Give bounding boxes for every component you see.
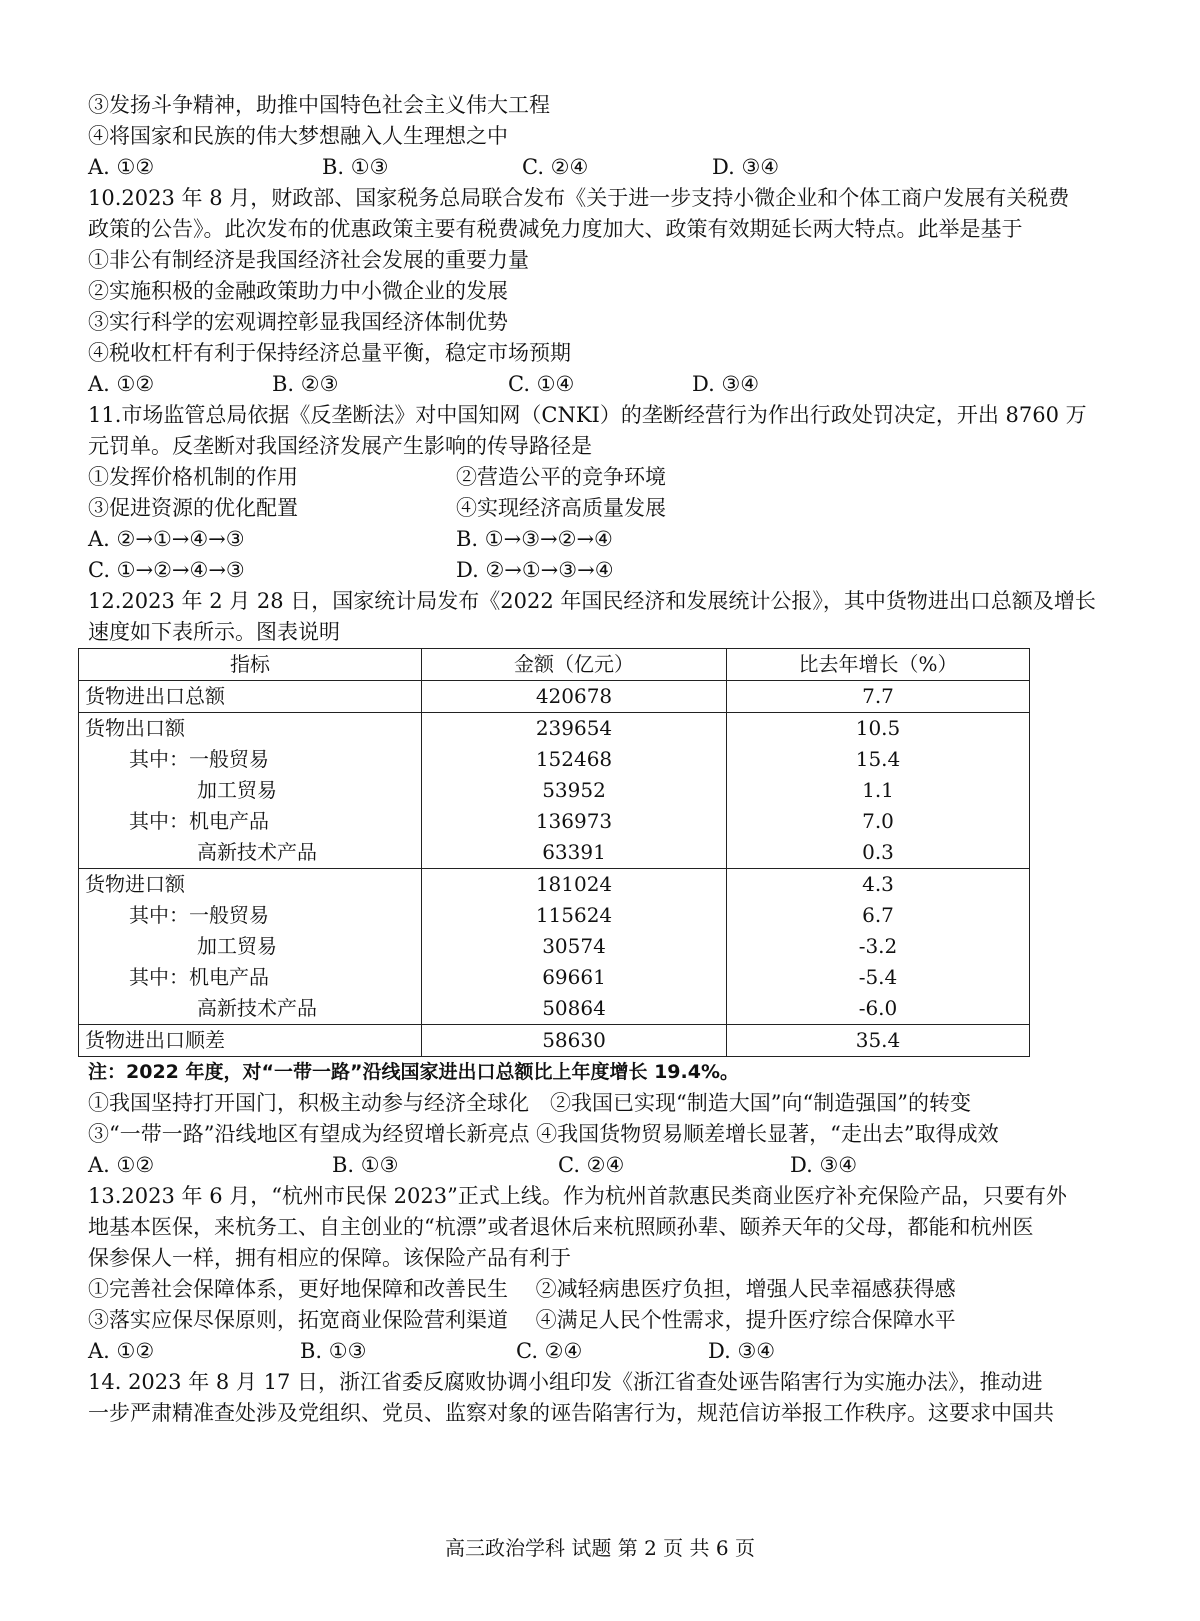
amount-cell: 30574 (422, 931, 727, 962)
table-row (79, 993, 1030, 1025)
q13-stem-line: 保参保人一样，拥有相应的保障。该保险产品有利于 (88, 1246, 571, 1270)
q10-stem-line: 10.2023 年 8 月，财政部、国家税务总局联合发布《关于进一步支持小微企业和个体工商户发展有关税费 (88, 186, 1070, 210)
trade-statistics-table (78, 648, 1030, 1057)
growth-cell: -6.0 (727, 993, 1030, 1025)
amount-cell: 181024 (422, 869, 727, 901)
amount-cell: 420678 (422, 681, 727, 713)
q10-item: ③实行科学的宏观调控彰显我国经济体制优势 (88, 310, 508, 334)
indicator-cell: 其中：一般贸易 (79, 744, 422, 775)
q13-option-c: C. ②④ (516, 1339, 583, 1363)
table-row (79, 1025, 1030, 1057)
q10-option-b: B. ②③ (272, 372, 339, 396)
growth-cell: -5.4 (727, 962, 1030, 993)
amount-cell: 115624 (422, 900, 727, 931)
q12-option-b: B. ①③ (332, 1153, 399, 1177)
amount-cell: 239654 (422, 713, 727, 745)
q12-option-c: C. ②④ (558, 1153, 625, 1177)
table-row (79, 900, 1030, 931)
amount-cell: 53952 (422, 775, 727, 806)
q11-options-row (88, 524, 1118, 555)
indicator-cell: 货物进出口顺差 (79, 1025, 422, 1057)
q13-option-d: D. ③④ (708, 1339, 776, 1363)
q12-stem-line: 12.2023 年 2 月 28 日，国家统计局发布《2022 年国民经济和发展统计公报》，其中货物进出口总额及增长 (88, 589, 1096, 613)
q13-item-row: ①完善社会保障体系，更好地保障和改善民生 ②减轻病患医疗负担，增强人民幸福感获得感 (88, 1277, 956, 1301)
q11-stem-line: 元罚单。反垄断对我国经济发展产生影响的传导路径是 (88, 434, 592, 458)
q12-option-a: A. ①② (88, 1153, 155, 1177)
q13-item-row: ③落实应保尽保原则，拓宽商业保险营利渠道 ④满足人民个性需求，提升医疗综合保障水平 (88, 1308, 956, 1332)
q14-stem-line: 一步严肃精准查处涉及党组织、党员、监察对象的诬告陷害行为，规范信访举报工作秩序。这要求中国共 (88, 1401, 1054, 1425)
q10-item: ④税收杠杆有利于保持经济总量平衡，稳定市场预期 (88, 341, 571, 365)
q10-option-d: D. ③④ (692, 372, 760, 396)
q11-item: ②营造公平的竞争环境 (456, 465, 666, 489)
q10-options (88, 369, 1118, 400)
amount-cell: 50864 (422, 993, 727, 1025)
q9-item-3: ③发扬斗争精神，助推中国特色社会主义伟大工程 (88, 93, 550, 117)
table-note: 注：2022 年度，对“一带一路”沿线国家进出口总额比上年度增长 19.4%。 (88, 1061, 740, 1083)
q9-options (88, 152, 1118, 183)
indicator-cell: 其中：机电产品 (79, 962, 422, 993)
table-header: 比去年增长（%） (727, 649, 1030, 681)
q11-item: ④实现经济高质量发展 (456, 496, 666, 520)
q12-item-row: ①我国坚持打开国门，积极主动参与经济全球化 ②我国已实现“制造大国”向“制造强国”的转变 (88, 1091, 971, 1115)
q9-option-c: C. ②④ (522, 155, 589, 179)
indicator-cell: 其中：机电产品 (79, 806, 422, 837)
q12-option-d: D. ③④ (790, 1153, 858, 1177)
table-header: 金额（亿元） (422, 649, 727, 681)
q10-stem-line: 政策的公告》。此次发布的优惠政策主要有税费减免力度加大、政策有效期延长两大特点。此举是基于 (88, 217, 1023, 241)
q9-option-b: B. ①③ (322, 155, 389, 179)
q12-item-row: ③“一带一路”沿线地区有望成为经贸增长新亮点 ④我国货物贸易顺差增长显著，“走出去”取得成效 (88, 1122, 999, 1146)
table-row (79, 681, 1030, 713)
q10-item: ②实施积极的金融政策助力中小微企业的发展 (88, 279, 508, 303)
growth-cell: 7.7 (727, 681, 1030, 713)
indicator-cell: 货物出口额 (79, 713, 422, 745)
indicator-cell: 货物进出口总额 (79, 681, 422, 713)
growth-cell: 7.0 (727, 806, 1030, 837)
q9-item-4: ④将国家和民族的伟大梦想融入人生理想之中 (88, 124, 508, 148)
q12-stem-line: 速度如下表所示。图表说明 (88, 620, 340, 644)
growth-cell: 0.3 (727, 837, 1030, 869)
table-header: 指标 (79, 649, 422, 681)
table-row (79, 775, 1030, 806)
q13-option-a: A. ①② (88, 1339, 155, 1363)
q11-option-b: B. ①→③→②→④ (456, 527, 613, 551)
growth-cell: 1.1 (727, 775, 1030, 806)
q11-option-d: D. ②→①→③→④ (456, 558, 614, 582)
amount-cell: 152468 (422, 744, 727, 775)
q11-option-c: C. ①→②→④→③ (88, 558, 245, 582)
indicator-cell: 高新技术产品 (79, 993, 422, 1025)
indicator-cell: 加工贸易 (79, 931, 422, 962)
table-row (79, 744, 1030, 775)
q10-item: ①非公有制经济是我国经济社会发展的重要力量 (88, 248, 529, 272)
table-row (79, 931, 1030, 962)
growth-cell: 10.5 (727, 713, 1030, 745)
q13-option-b: B. ①③ (300, 1339, 367, 1363)
q11-option-a: A. ②→①→④→③ (88, 527, 245, 551)
growth-cell: 6.7 (727, 900, 1030, 931)
q11-items-row (88, 493, 1118, 524)
q11-item: ③促进资源的优化配置 (88, 496, 298, 520)
q14-stem-line: 14. 2023 年 8 月 17 日，浙江省委反腐败协调小组印发《浙江省查处诬告陷害行为实施办法》，推动进 (88, 1370, 1043, 1394)
indicator-cell: 高新技术产品 (79, 837, 422, 869)
growth-cell: 15.4 (727, 744, 1030, 775)
q11-items-row (88, 462, 1118, 493)
q13-stem-line: 13.2023 年 6 月，“杭州市民保 2023”正式上线。作为杭州首款惠民类商业医疗补充保险产品，只要有外 (88, 1184, 1067, 1208)
amount-cell: 136973 (422, 806, 727, 837)
table-row (79, 869, 1030, 901)
q10-option-c: C. ①④ (508, 372, 575, 396)
growth-cell: -3.2 (727, 931, 1030, 962)
indicator-cell: 货物进口额 (79, 869, 422, 901)
exam-page (85, 90, 1118, 1429)
table-row (79, 713, 1030, 745)
growth-cell: 35.4 (727, 1025, 1030, 1057)
indicator-cell: 其中：一般贸易 (79, 900, 422, 931)
amount-cell: 58630 (422, 1025, 727, 1057)
q10-option-a: A. ①② (88, 372, 155, 396)
growth-cell: 4.3 (727, 869, 1030, 901)
q9-option-d: D. ③④ (712, 155, 780, 179)
q11-stem-line: 11.市场监管总局依据《反垄断法》对中国知网（CNKI）的垄断经营行为作出行政处罚决定，开出 8760 万 (88, 403, 1087, 427)
q12-options (88, 1150, 1118, 1181)
q11-options-row (88, 555, 1118, 586)
table-row (79, 962, 1030, 993)
q11-item: ①发挥价格机制的作用 (88, 465, 298, 489)
table-row (79, 806, 1030, 837)
page-footer: 高三政治学科 试题 第 2 页 共 6 页 (445, 1536, 755, 1560)
table-body (79, 681, 1030, 1057)
q9-option-a: A. ①② (88, 155, 155, 179)
indicator-cell: 加工贸易 (79, 775, 422, 806)
amount-cell: 69661 (422, 962, 727, 993)
q13-stem-line: 地基本医保，来杭务工、自主创业的“杭漂”或者退休后来杭照顾孙辈、颐养天年的父母，都能和杭州医 (88, 1215, 1034, 1239)
amount-cell: 63391 (422, 837, 727, 869)
q13-options (88, 1336, 1118, 1367)
table-row (79, 837, 1030, 869)
